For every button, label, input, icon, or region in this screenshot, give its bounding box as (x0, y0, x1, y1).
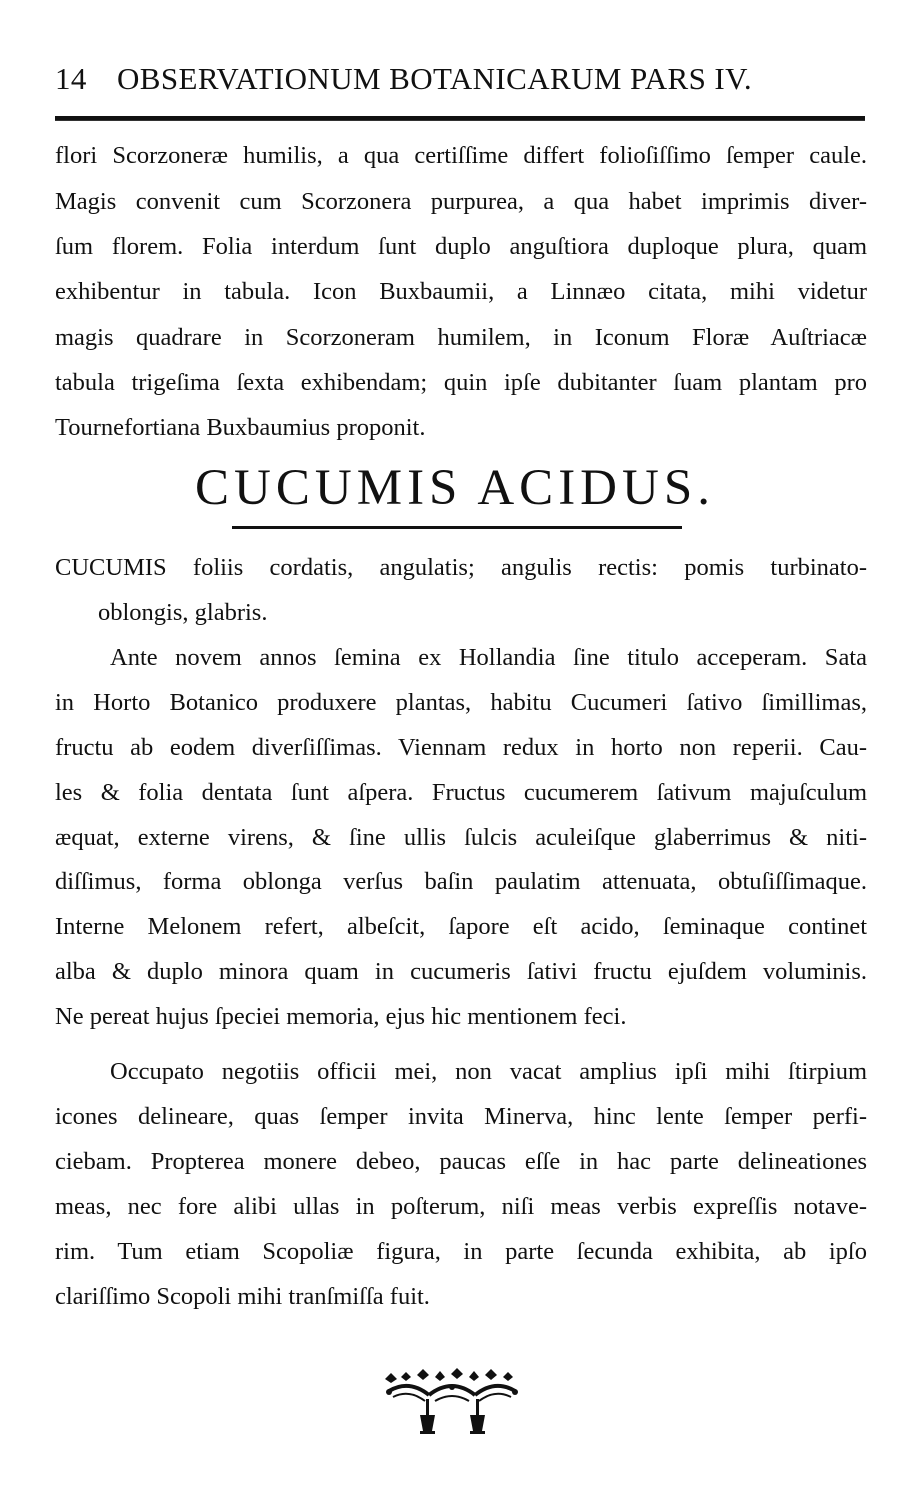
text-line: Occupato negotiis officii mei, non vacat amplius ipſi mihi ſtirpium (110, 1058, 867, 1085)
text-line: æquat, externe virens, & ſine ullis ſulcis aculeiſque glaberrimus & niti- (55, 824, 867, 851)
text-line: ſum florem. Folia interdum ſunt duplo anguſtiora duploque plura, quam (55, 233, 867, 260)
text-line: in Horto Botanico produxere plantas, habitu Cucumeri ſativo ſimillimas, (55, 689, 867, 716)
text-line: Ante novem annos ſemina ex Hollandia ſine titulo acceperam. Sata (110, 644, 867, 671)
text-line: exhibentur in tabula. Icon Buxbaumii, a Linnæo citata, mihi videtur (55, 278, 867, 305)
text-line: diſſimus, forma oblonga verſus baſin paulatim attenuata, obtuſiſſimaque. (55, 868, 867, 895)
text-line: ciebam. Propterea monere debeo, paucas eſſe in hac parte delineationes (55, 1148, 867, 1175)
text-line: rim. Tum etiam Scopoliæ figura, in parte ſecunda exhibita, ab ipſo (55, 1238, 867, 1265)
text-line: icones delineare, quas ſemper invita Minerva, hinc lente ſemper perfi- (55, 1103, 867, 1130)
running-head (55, 58, 865, 100)
title-rule (232, 526, 682, 529)
page-number: 14 (55, 61, 87, 96)
text-line: Magis convenit cum Scorzonera purpurea, a qua habet imprimis diver- (55, 188, 867, 215)
text-line: alba & duplo minora quam in cucumeris ſativi fructu ejuſdem voluminis. (55, 958, 867, 985)
text-line: Tournefortiana Buxbaumius proponit. (55, 414, 426, 441)
text-line: magis quadrare in Scorzoneram humilem, in Iconum Floræ Auſtriacæ (55, 324, 867, 351)
text-line: les & folia dentata ſunt aſpera. Fructus cucumerem ſativum majuſculum (55, 779, 867, 806)
running-title: OBSERVATIONUM BOTANICARUM PARS IV. (117, 61, 753, 96)
text-line: tabula trigeſima ſexta exhibendam; quin ipſe dubitanter ſuam plantam pro (55, 369, 867, 396)
text-line: Interne Melonem refert, albeſcit, ſapore eſt acido, ſeminaque continet (55, 913, 867, 940)
section-title: CUCUMIS ACIDUS. (195, 460, 715, 516)
tailpiece-ornament-icon (377, 1365, 527, 1445)
text-line: clariſſimo Scopoli mihi tranſmiſſa fuit. (55, 1283, 430, 1310)
text-line: Ne pereat hujus ſpeciei memoria, ejus hic mentionem feci. (55, 1003, 627, 1030)
text-line: meas, nec fore alibi ullas in poſterum, niſi meas verbis expreſſis notave- (55, 1193, 867, 1220)
text-line: flori Scorzoneræ humilis, a qua certiſſime differt folioſiſſimo ſemper caule. (55, 142, 867, 169)
text-line: fructu ab eodem diverſiſſimas. Viennam redux in horto non reperii. Cau- (55, 734, 867, 761)
text-line: oblongis, glabris. (98, 599, 268, 626)
header-rule (55, 116, 865, 121)
text-line: CUCUMIS foliis cordatis, angulatis; angulis rectis: pomis turbinato- (55, 554, 867, 581)
